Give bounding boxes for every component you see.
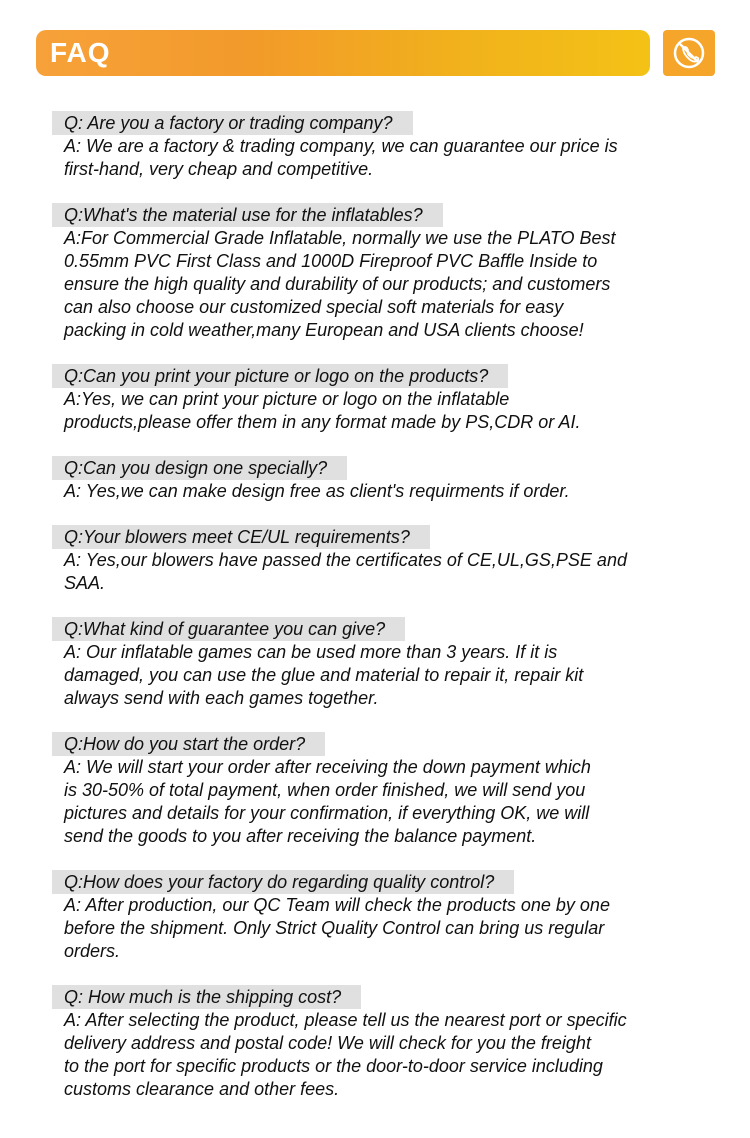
faq-answer: A: We will start your order after receiving the down payment which is 30-50% of total payment, when order finished, we will send you pictures and details for your confirmation, if everything OK, we will send the goods to you after receiving the balance payment.	[64, 757, 591, 846]
faq-answer: A: Yes,our blowers have passed the certificates of CE,UL,GS,PSE and SAA.	[64, 550, 627, 593]
header-icon-box	[663, 30, 715, 76]
faq-answer: A:Yes, we can print your picture or logo on the inflatable products,please offer them in any format made by PS,CDR or AI.	[64, 389, 581, 432]
faq-item	[52, 111, 692, 181]
faq-item	[52, 617, 692, 710]
faq-header-bar	[36, 30, 650, 76]
faq-answer: A:For Commercial Grade Inflatable, normally we use the PLATO Best 0.55mm PVC First Class and 1000D Fireproof PVC Baffle Inside to ensure the high quality and durability of our products; and customers can also choose our customized special soft materials for easy packing in cold weather,many European and USA clients choose!	[64, 228, 616, 340]
faq-question: Q: How much is the shipping cost?	[52, 985, 361, 1009]
faq-item	[52, 456, 692, 503]
faq-question: Q:What kind of guarantee you can give?	[52, 617, 405, 641]
faq-item	[52, 364, 692, 434]
faq-item	[52, 985, 692, 1101]
faq-item	[52, 870, 692, 963]
faq-item	[52, 203, 692, 342]
faq-item	[52, 732, 692, 848]
faq-question: Q: Are you a factory or trading company?	[52, 111, 413, 135]
faq-answer: A: Our inflatable games can be used more than 3 years. If it is damaged, you can use the glue and material to repair it, repair kit always send with each games together.	[64, 642, 584, 708]
faq-answer: A: After selecting the product, please tell us the nearest port or specific delivery address and postal code! We will check for you the freight to the port for specific products or the door-to-door service including customs clearance and other fees.	[64, 1010, 627, 1099]
faq-question: Q:Can you print your picture or logo on the products?	[52, 364, 508, 388]
no-phone-icon	[672, 36, 706, 70]
page-title: FAQ	[50, 37, 111, 68]
faq-answer: A: We are a factory & trading company, we can guarantee our price is first-hand, very cheap and competitive.	[64, 136, 618, 179]
faq-question: Q:How does your factory do regarding quality control?	[52, 870, 514, 894]
faq-answer: A: Yes,we can make design free as client's requirments if order.	[64, 481, 570, 501]
faq-question: Q:How do you start the order?	[52, 732, 325, 756]
faq-answer: A: After production, our QC Team will check the products one by one before the shipment. Only Strict Quality Control can bring us regular orders.	[64, 895, 610, 961]
faq-question: Q:What's the material use for the inflatables?	[52, 203, 443, 227]
faq-question: Q:Can you design one specially?	[52, 456, 347, 480]
faq-item	[52, 525, 692, 595]
faq-question: Q:Your blowers meet CE/UL requirements?	[52, 525, 430, 549]
